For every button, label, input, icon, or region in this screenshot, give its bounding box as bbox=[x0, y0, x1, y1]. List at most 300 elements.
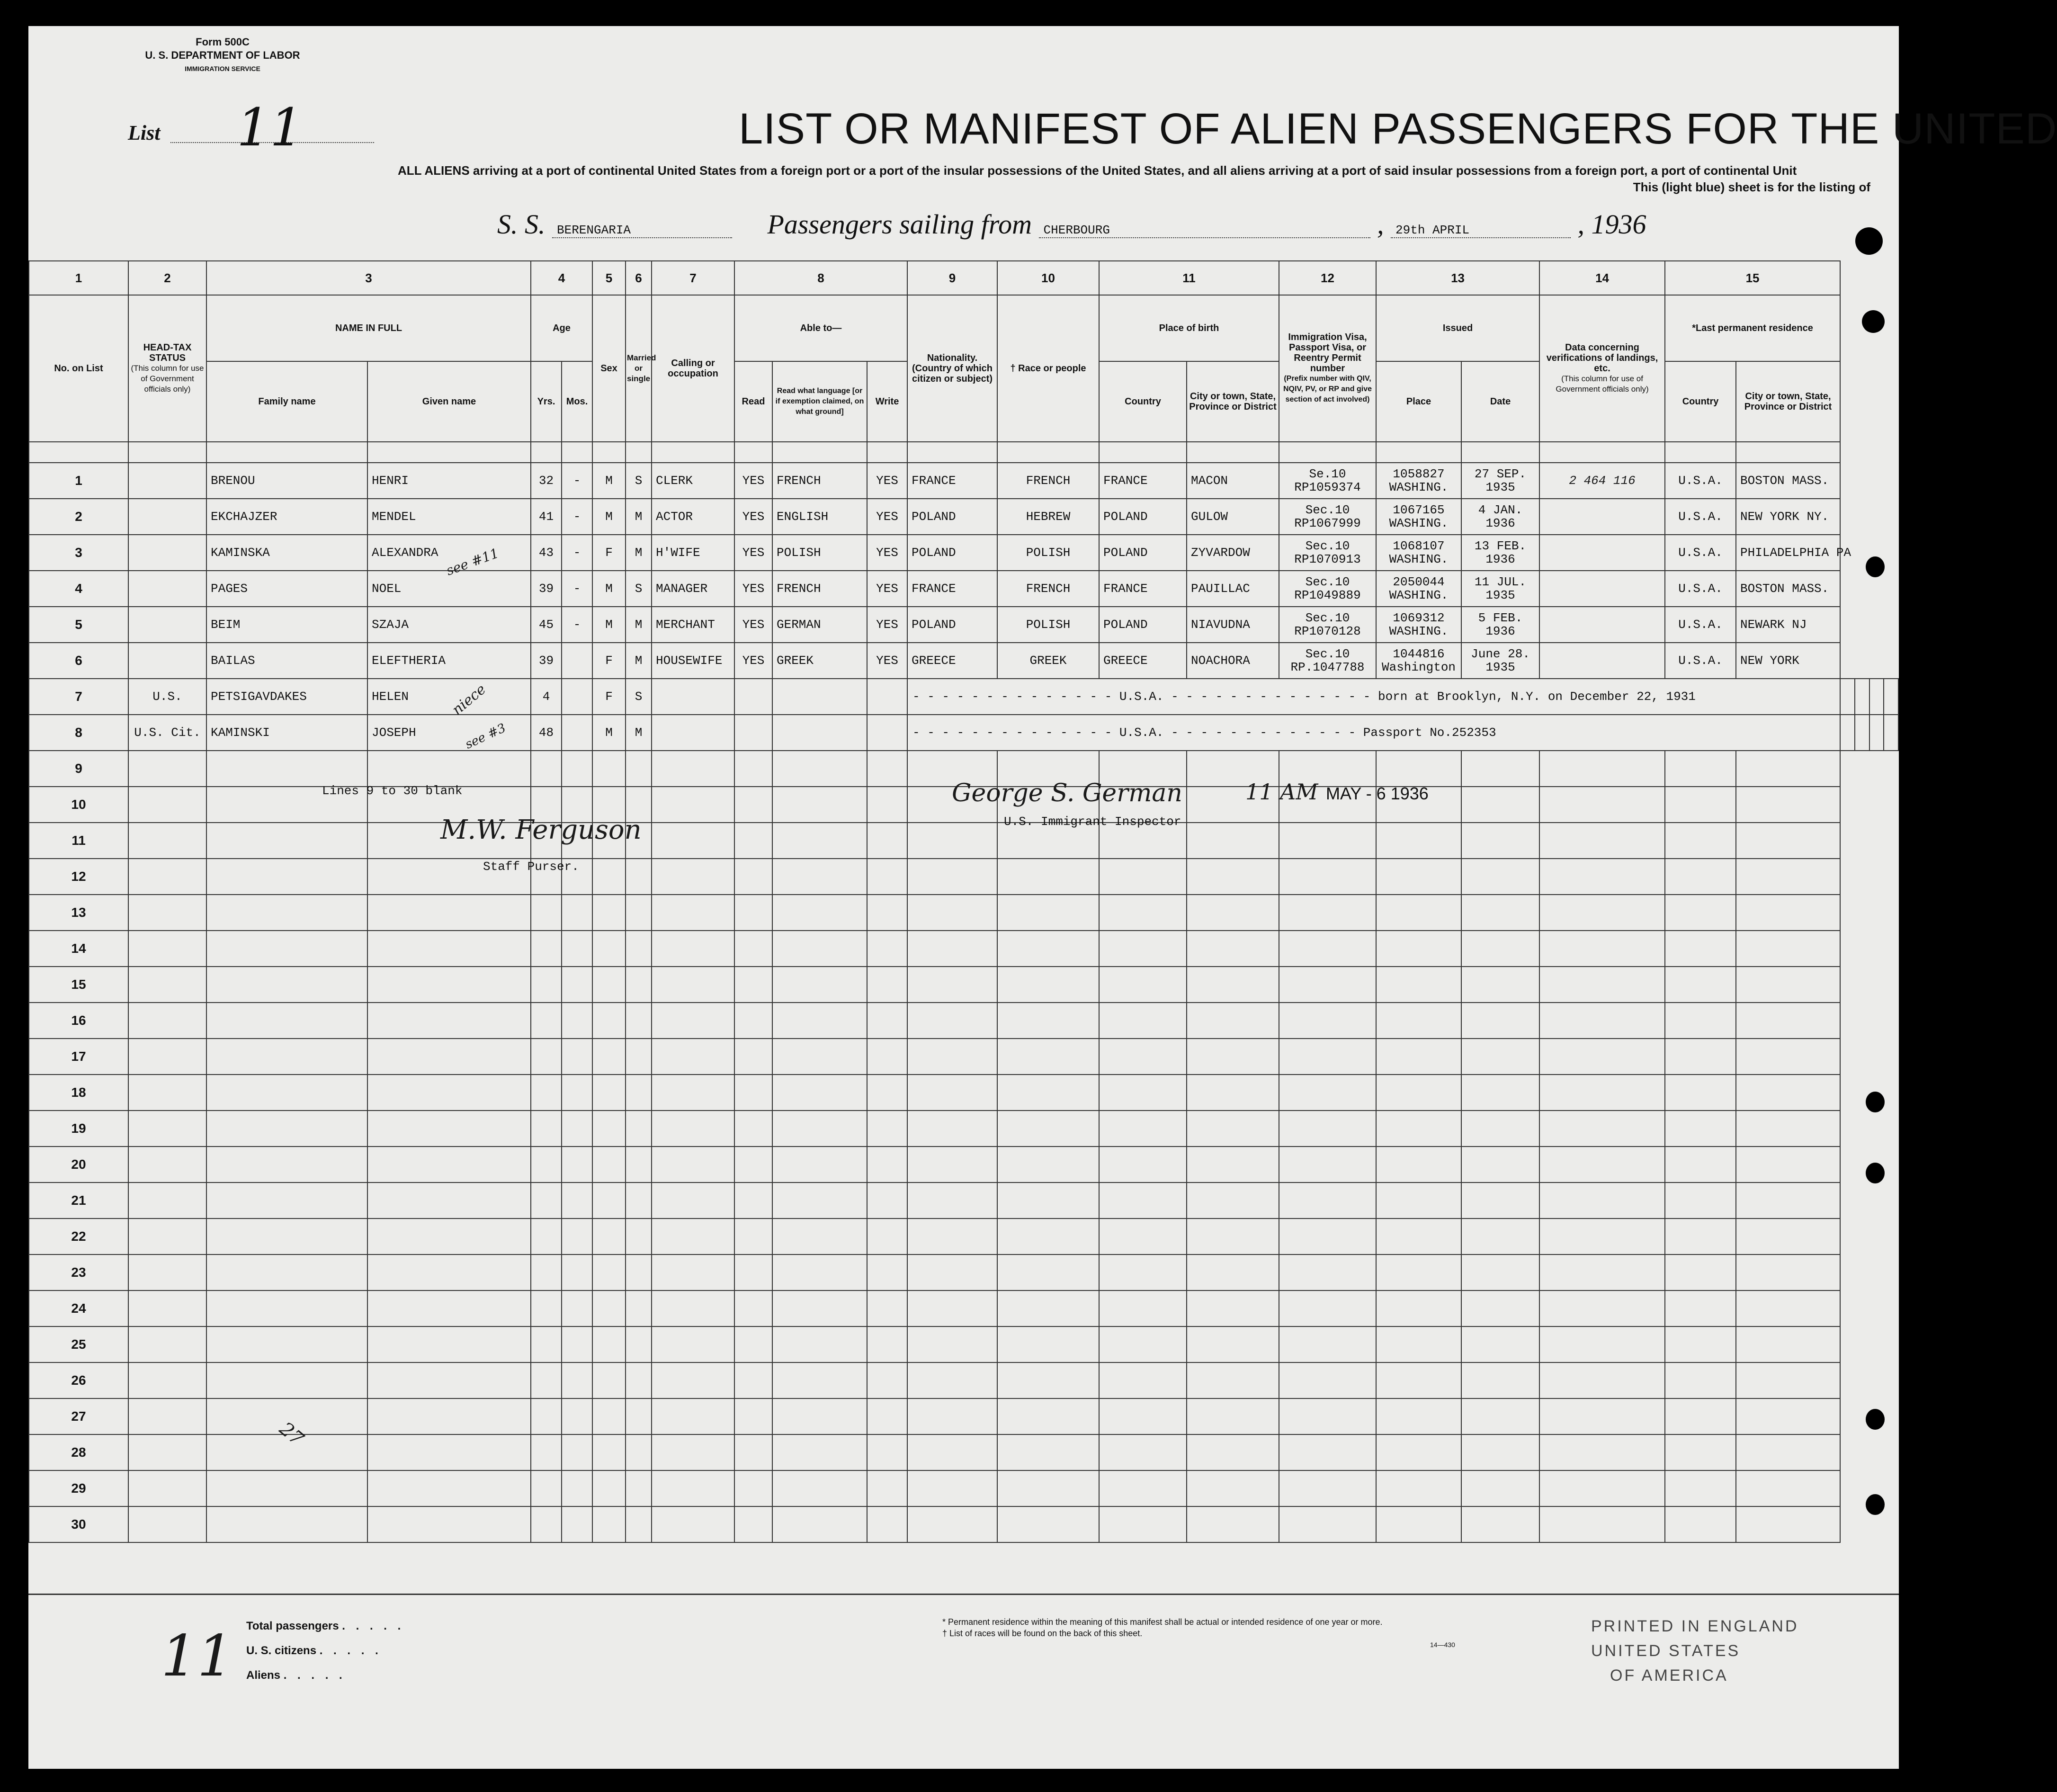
issued-date-cell bbox=[1461, 607, 1539, 643]
table-row bbox=[29, 535, 1898, 571]
ss-label: S. S. bbox=[497, 209, 546, 240]
empty-cell bbox=[1736, 1111, 1840, 1147]
issued-year: 1936 bbox=[1485, 516, 1515, 530]
empty-cell bbox=[206, 751, 367, 787]
empty-cell bbox=[1461, 787, 1539, 823]
verification-cell bbox=[1539, 571, 1665, 607]
empty-cell bbox=[1736, 1434, 1840, 1470]
race-cell: HEBREW bbox=[997, 499, 1099, 535]
empty-cell bbox=[867, 967, 907, 1003]
verification-cell bbox=[1539, 607, 1665, 643]
empty-cell bbox=[531, 1183, 562, 1219]
empty-cell bbox=[652, 1434, 734, 1470]
age-mos-cell: - bbox=[562, 571, 592, 607]
empty-cell bbox=[1376, 1290, 1461, 1326]
empty-cell bbox=[562, 1290, 592, 1326]
empty-cell bbox=[562, 931, 592, 967]
empty-cell bbox=[1736, 751, 1840, 787]
empty-cell bbox=[367, 1398, 531, 1434]
empty-cell bbox=[626, 859, 652, 895]
colnum: 7 bbox=[652, 261, 734, 295]
empty-cell bbox=[867, 1075, 907, 1111]
header-head-tax-note: (This column for use of Government officials only) bbox=[131, 364, 204, 394]
punch-hole bbox=[1855, 227, 1883, 255]
header-birth-country: Country bbox=[1099, 361, 1187, 442]
empty-cell bbox=[734, 1183, 772, 1219]
empty-cell bbox=[367, 1183, 531, 1219]
empty-cell bbox=[907, 895, 997, 931]
empty-cell bbox=[997, 1219, 1099, 1254]
empty-cell bbox=[367, 967, 531, 1003]
empty-cell bbox=[592, 859, 626, 895]
table-row bbox=[29, 1147, 1898, 1183]
empty-cell bbox=[652, 1111, 734, 1147]
empty-cell bbox=[1099, 1111, 1187, 1147]
empty-cell bbox=[128, 823, 206, 859]
verification-cell: 2 464 116 bbox=[1539, 463, 1665, 499]
empty-cell bbox=[772, 1219, 867, 1254]
line-number: 25 bbox=[29, 1326, 128, 1362]
empty-cell bbox=[592, 1326, 626, 1362]
write-cell: YES bbox=[867, 643, 907, 679]
visa-number: RP1070913 bbox=[1294, 552, 1361, 566]
table-row bbox=[29, 1470, 1898, 1506]
visa-number: RP1049889 bbox=[1294, 588, 1361, 602]
issued-place: Washington bbox=[1382, 660, 1456, 674]
language-cell: GREEK bbox=[772, 643, 867, 679]
empty-cell bbox=[1665, 1039, 1736, 1075]
header-verification-note: (This column for use of Government officials only) bbox=[1556, 374, 1649, 394]
read-cell: YES bbox=[734, 463, 772, 499]
issued-place: WASHING. bbox=[1389, 480, 1449, 494]
colnum: 10 bbox=[997, 261, 1099, 295]
head-tax-cell: U.S. bbox=[128, 679, 206, 715]
empty-cell bbox=[1187, 1111, 1279, 1147]
empty-cell bbox=[772, 1362, 867, 1398]
empty-cell bbox=[1539, 1254, 1665, 1290]
empty-cell bbox=[1376, 895, 1461, 931]
empty-cell bbox=[1376, 967, 1461, 1003]
issued-number: 1067165 bbox=[1393, 503, 1445, 517]
count-mark: 11 bbox=[161, 1623, 233, 1689]
port-name: CHERBOURG bbox=[1039, 223, 1370, 238]
empty-cell bbox=[1665, 1470, 1736, 1506]
empty-cell bbox=[907, 931, 997, 967]
empty-cell bbox=[652, 1039, 734, 1075]
empty-cell bbox=[1099, 1434, 1187, 1470]
empty-cell bbox=[206, 1506, 367, 1542]
empty-cell bbox=[652, 1290, 734, 1326]
header-issued-place: Place bbox=[1376, 361, 1461, 442]
empty-cell bbox=[562, 1183, 592, 1219]
table-row bbox=[29, 1434, 1898, 1470]
line-number: 1 bbox=[29, 463, 128, 499]
header-birth-city: City or town, State, Province or District bbox=[1187, 361, 1279, 442]
header-visa-note: (Prefix number with QIV, NQIV, PV, or RP and give section of act involved) bbox=[1283, 375, 1372, 403]
empty-cell bbox=[626, 1039, 652, 1075]
age-yrs-cell: 41 bbox=[531, 499, 562, 535]
empty-cell bbox=[734, 1003, 772, 1039]
married-cell: M bbox=[626, 499, 652, 535]
colnum: 8 bbox=[734, 261, 907, 295]
line-number: 4 bbox=[29, 571, 128, 607]
empty-cell bbox=[1279, 1183, 1376, 1219]
empty-cell bbox=[562, 895, 592, 931]
write-cell: YES bbox=[867, 535, 907, 571]
age-yrs-cell: 39 bbox=[531, 643, 562, 679]
header-res-country: Country bbox=[1665, 361, 1736, 442]
birth-country-cell: FRANCE bbox=[1099, 463, 1187, 499]
empty-cell bbox=[531, 1039, 562, 1075]
empty-cell bbox=[367, 1039, 531, 1075]
empty-cell bbox=[1736, 823, 1840, 859]
empty-cell bbox=[367, 1254, 531, 1290]
empty-cell bbox=[1376, 1362, 1461, 1398]
header-family-name: Family name bbox=[206, 361, 367, 442]
empty-cell bbox=[997, 1398, 1099, 1434]
nationality-cell: FRANCE bbox=[907, 571, 997, 607]
empty-cell bbox=[1461, 1506, 1539, 1542]
empty-cell bbox=[1461, 1398, 1539, 1434]
empty-cell bbox=[1187, 1470, 1279, 1506]
issued-date-cell bbox=[1461, 463, 1539, 499]
header-verification-title: Data concerning verifications of landings, etc. bbox=[1546, 342, 1658, 374]
empty-cell bbox=[1461, 1111, 1539, 1147]
empty-cell bbox=[734, 751, 772, 787]
issued-year: 1935 bbox=[1485, 480, 1515, 494]
empty-cell bbox=[734, 859, 772, 895]
given-name-cell: MENDEL bbox=[367, 499, 531, 535]
inspector-signature: George S. German bbox=[952, 779, 1182, 807]
line-number: 8 bbox=[29, 715, 128, 751]
empty-cell bbox=[1461, 1183, 1539, 1219]
colnum: 3 bbox=[206, 261, 531, 295]
empty-cell bbox=[652, 967, 734, 1003]
family-name-cell: BEIM bbox=[206, 607, 367, 643]
empty-cell bbox=[531, 1003, 562, 1039]
empty-cell bbox=[652, 787, 734, 823]
empty-cell bbox=[531, 967, 562, 1003]
race-cell: FRENCH bbox=[997, 463, 1099, 499]
empty-cell bbox=[1279, 1434, 1376, 1470]
issued-place: WASHING. bbox=[1389, 588, 1449, 602]
stamp-line: UNITED STATES bbox=[1591, 1642, 1741, 1660]
occupation-cell: ACTOR bbox=[652, 499, 734, 535]
table-row bbox=[29, 1362, 1898, 1398]
empty-cell bbox=[1099, 1075, 1187, 1111]
header-given-name: Given name bbox=[367, 361, 531, 442]
empty-cell bbox=[1539, 1147, 1665, 1183]
table-row bbox=[29, 823, 1898, 859]
empty-cell bbox=[867, 1398, 907, 1434]
empty-cell bbox=[1461, 1219, 1539, 1254]
aside-mark: see #3 bbox=[463, 721, 508, 752]
margin-note: 27 bbox=[275, 1418, 308, 1450]
empty-cell bbox=[1539, 967, 1665, 1003]
empty-cell bbox=[772, 1075, 867, 1111]
empty-cell bbox=[531, 1290, 562, 1326]
residence-country-cell: U.S.A. bbox=[1665, 535, 1736, 571]
visa-section: Sec.10 bbox=[1305, 539, 1350, 553]
empty-cell bbox=[734, 1219, 772, 1254]
empty-cell bbox=[734, 823, 772, 859]
empty-cell bbox=[772, 1111, 867, 1147]
empty-cell bbox=[1376, 1434, 1461, 1470]
sex-cell: F bbox=[592, 535, 626, 571]
empty-cell bbox=[1279, 1398, 1376, 1434]
empty-cell bbox=[1187, 1434, 1279, 1470]
empty-cell bbox=[772, 823, 867, 859]
visa-section: Sec.10 bbox=[1305, 575, 1350, 589]
issued-place-cell bbox=[1376, 643, 1461, 679]
colnum: 6 bbox=[626, 261, 652, 295]
issued-date-cell bbox=[1461, 535, 1539, 571]
empty-cell bbox=[592, 1219, 626, 1254]
issued-place-cell bbox=[1376, 607, 1461, 643]
empty-cell bbox=[1665, 895, 1736, 931]
age-yrs-cell: 4 bbox=[531, 679, 562, 715]
empty-cell bbox=[206, 1219, 367, 1254]
empty-cell bbox=[592, 1470, 626, 1506]
sex-cell: M bbox=[592, 607, 626, 643]
married-cell: M bbox=[626, 535, 652, 571]
empty-cell bbox=[1539, 1219, 1665, 1254]
empty-cell bbox=[907, 1434, 997, 1470]
empty-cell bbox=[367, 1111, 531, 1147]
empty-cell bbox=[997, 1254, 1099, 1290]
empty-cell bbox=[128, 1398, 206, 1434]
visa-number: RP.1047788 bbox=[1290, 660, 1365, 674]
empty-cell bbox=[907, 1219, 997, 1254]
empty-cell bbox=[1279, 859, 1376, 895]
empty-cell bbox=[592, 1039, 626, 1075]
header-res-city: City or town, State, Province or District bbox=[1736, 361, 1840, 442]
empty-cell bbox=[367, 1147, 531, 1183]
empty-cell bbox=[206, 1003, 367, 1039]
line-number: 30 bbox=[29, 1506, 128, 1542]
issued-date: 4 JAN. bbox=[1478, 503, 1523, 517]
empty-cell bbox=[206, 1075, 367, 1111]
verification-cell bbox=[1539, 535, 1665, 571]
ship-line: S. S. BERENGARIA Passengers sailing from CHERBOURG , 29th APRIL , 1936 bbox=[497, 209, 1646, 240]
occupation-cell: MERCHANT bbox=[652, 607, 734, 643]
line-number: 22 bbox=[29, 1219, 128, 1254]
age-yrs-cell: 48 bbox=[531, 715, 562, 751]
empty-cell bbox=[772, 1506, 867, 1542]
header-spacer-row bbox=[29, 442, 1898, 463]
empty-cell bbox=[128, 1290, 206, 1326]
empty-cell bbox=[1279, 1290, 1376, 1326]
header-calling: Calling or occupation bbox=[652, 295, 734, 442]
empty-cell bbox=[1099, 1362, 1187, 1398]
empty-cell bbox=[1539, 895, 1665, 931]
empty-cell bbox=[1187, 1147, 1279, 1183]
age-mos-cell: - bbox=[562, 499, 592, 535]
family-name-cell: BRENOU bbox=[206, 463, 367, 499]
race-cell: FRENCH bbox=[997, 571, 1099, 607]
time-stamp: 11 AM bbox=[1245, 779, 1318, 805]
empty-cell bbox=[1539, 1470, 1665, 1506]
empty-cell bbox=[1736, 1219, 1840, 1254]
empty-cell bbox=[1539, 1326, 1665, 1362]
table-row bbox=[29, 1326, 1898, 1362]
nationality-cell: FRANCE bbox=[907, 463, 997, 499]
empty-cell bbox=[772, 1039, 867, 1075]
given-name-cell: HELEN bbox=[367, 679, 531, 715]
empty-cell bbox=[1376, 1075, 1461, 1111]
empty-cell bbox=[867, 1039, 907, 1075]
line-number: 5 bbox=[29, 607, 128, 643]
empty-cell bbox=[1279, 1075, 1376, 1111]
issued-number: 1069312 bbox=[1393, 611, 1445, 625]
empty-cell bbox=[1665, 1111, 1736, 1147]
colnum: 4 bbox=[531, 261, 592, 295]
empty-cell bbox=[1279, 1470, 1376, 1506]
empty-cell bbox=[1736, 967, 1840, 1003]
empty-cell bbox=[1539, 1434, 1665, 1470]
subtitle-sheet: This (light blue) sheet is for the listing of bbox=[1633, 180, 1870, 194]
empty-cell bbox=[1279, 1111, 1376, 1147]
list-number: 11 bbox=[237, 97, 303, 158]
line-number: 7 bbox=[29, 679, 128, 715]
empty-cell bbox=[997, 967, 1099, 1003]
empty-cell bbox=[867, 1434, 907, 1470]
empty-cell bbox=[867, 895, 907, 931]
residence-country-cell: U.S.A. bbox=[1665, 499, 1736, 535]
empty-cell bbox=[734, 1147, 772, 1183]
empty-cell bbox=[1187, 1398, 1279, 1434]
empty-cell bbox=[734, 1506, 772, 1542]
colnum: 13 bbox=[1376, 261, 1539, 295]
table-row bbox=[29, 715, 1898, 751]
empty-cell bbox=[867, 1183, 907, 1219]
empty-cell bbox=[907, 1362, 997, 1398]
empty-cell bbox=[1539, 1183, 1665, 1219]
sailing-date: 29th APRIL bbox=[1391, 223, 1571, 238]
residence-city-cell: BOSTON MASS. bbox=[1736, 463, 1840, 499]
empty-cell bbox=[1461, 1362, 1539, 1398]
table-row bbox=[29, 1111, 1898, 1147]
issued-date-cell bbox=[1461, 571, 1539, 607]
empty-cell bbox=[734, 895, 772, 931]
issued-place-cell bbox=[1376, 535, 1461, 571]
occupation-cell: MANAGER bbox=[652, 571, 734, 607]
empty-cell bbox=[1187, 1362, 1279, 1398]
purser-title: Staff Purser. bbox=[483, 860, 579, 874]
visa-cell bbox=[1279, 607, 1376, 643]
header-write: Write bbox=[867, 361, 907, 442]
visa-cell bbox=[1279, 499, 1376, 535]
stamp-line: OF AMERICA bbox=[1610, 1667, 1728, 1684]
married-cell: M bbox=[626, 607, 652, 643]
empty-cell bbox=[531, 1075, 562, 1111]
empty-cell bbox=[1187, 895, 1279, 931]
empty-cell bbox=[1376, 1003, 1461, 1039]
line-number: 21 bbox=[29, 1183, 128, 1219]
header-nationality: Nationality. (Country of which citizen or subject) bbox=[907, 295, 997, 442]
empty-cell bbox=[1461, 1075, 1539, 1111]
empty-cell bbox=[1279, 1506, 1376, 1542]
empty-cell bbox=[626, 967, 652, 1003]
empty-cell bbox=[867, 1147, 907, 1183]
line-number: 10 bbox=[29, 787, 128, 823]
married-cell: S bbox=[626, 571, 652, 607]
head-tax-cell bbox=[128, 607, 206, 643]
row-note-cell: - - - - - - - - - - - - - - U.S.A. - - - - - - - - - - - - - Passport No.252353 bbox=[907, 715, 1840, 751]
empty-cell bbox=[1736, 1003, 1840, 1039]
empty-cell bbox=[772, 1434, 867, 1470]
empty-cell bbox=[1539, 1111, 1665, 1147]
empty-cell bbox=[652, 1254, 734, 1290]
empty-cell bbox=[206, 967, 367, 1003]
empty-cell bbox=[206, 859, 367, 895]
residence-country-cell: U.S.A. bbox=[1665, 643, 1736, 679]
head-tax-cell bbox=[128, 643, 206, 679]
line-number: 3 bbox=[29, 535, 128, 571]
empty-cell bbox=[592, 1183, 626, 1219]
empty-cell bbox=[907, 859, 997, 895]
aside-mark: see #11 bbox=[444, 545, 501, 579]
empty-cell bbox=[997, 1183, 1099, 1219]
empty-cell bbox=[128, 895, 206, 931]
aside-mark: niece bbox=[449, 681, 489, 719]
empty-cell bbox=[626, 931, 652, 967]
empty-cell bbox=[128, 1147, 206, 1183]
table-row bbox=[29, 931, 1898, 967]
empty-cell bbox=[772, 1326, 867, 1362]
empty-cell bbox=[772, 1183, 867, 1219]
header-issued: Issued bbox=[1376, 295, 1539, 361]
line-number: 23 bbox=[29, 1254, 128, 1290]
empty-cell bbox=[1665, 1254, 1736, 1290]
aliens-label: Aliens bbox=[246, 1669, 281, 1682]
header-head-tax-title: HEAD-TAX STATUS bbox=[143, 342, 192, 363]
empty-cell bbox=[734, 967, 772, 1003]
empty-cell bbox=[531, 1398, 562, 1434]
header-married: Married or single bbox=[626, 295, 652, 442]
line-number: 16 bbox=[29, 1003, 128, 1039]
sex-cell: F bbox=[592, 679, 626, 715]
visa-cell bbox=[1279, 463, 1376, 499]
empty-cell bbox=[907, 1111, 997, 1147]
empty-cell bbox=[1187, 967, 1279, 1003]
occupation-cell: HOUSEWIFE bbox=[652, 643, 734, 679]
empty-cell bbox=[652, 1075, 734, 1111]
empty-cell bbox=[1665, 1434, 1736, 1470]
empty-cell bbox=[128, 1362, 206, 1398]
empty-cell bbox=[531, 1326, 562, 1362]
empty-cell bbox=[1099, 1039, 1187, 1075]
age-mos-cell bbox=[562, 679, 592, 715]
empty-cell bbox=[562, 1326, 592, 1362]
empty-cell bbox=[1665, 931, 1736, 967]
occupation-cell: H'WIFE bbox=[652, 535, 734, 571]
issued-year: 1935 bbox=[1485, 588, 1515, 602]
empty-cell bbox=[626, 1183, 652, 1219]
empty-cell bbox=[1099, 1470, 1187, 1506]
empty-cell bbox=[734, 931, 772, 967]
birth-city-cell: MACON bbox=[1187, 463, 1279, 499]
empty-cell bbox=[1736, 787, 1840, 823]
empty-cell bbox=[997, 859, 1099, 895]
language-cell: GERMAN bbox=[772, 607, 867, 643]
visa-section: Sec.10 bbox=[1305, 611, 1350, 625]
purser-signature: M.W. Ferguson bbox=[440, 815, 642, 845]
table-row bbox=[29, 859, 1898, 895]
given-name-cell: ALEXANDRA bbox=[367, 535, 531, 571]
empty-cell bbox=[1665, 787, 1736, 823]
empty-cell bbox=[734, 1470, 772, 1506]
